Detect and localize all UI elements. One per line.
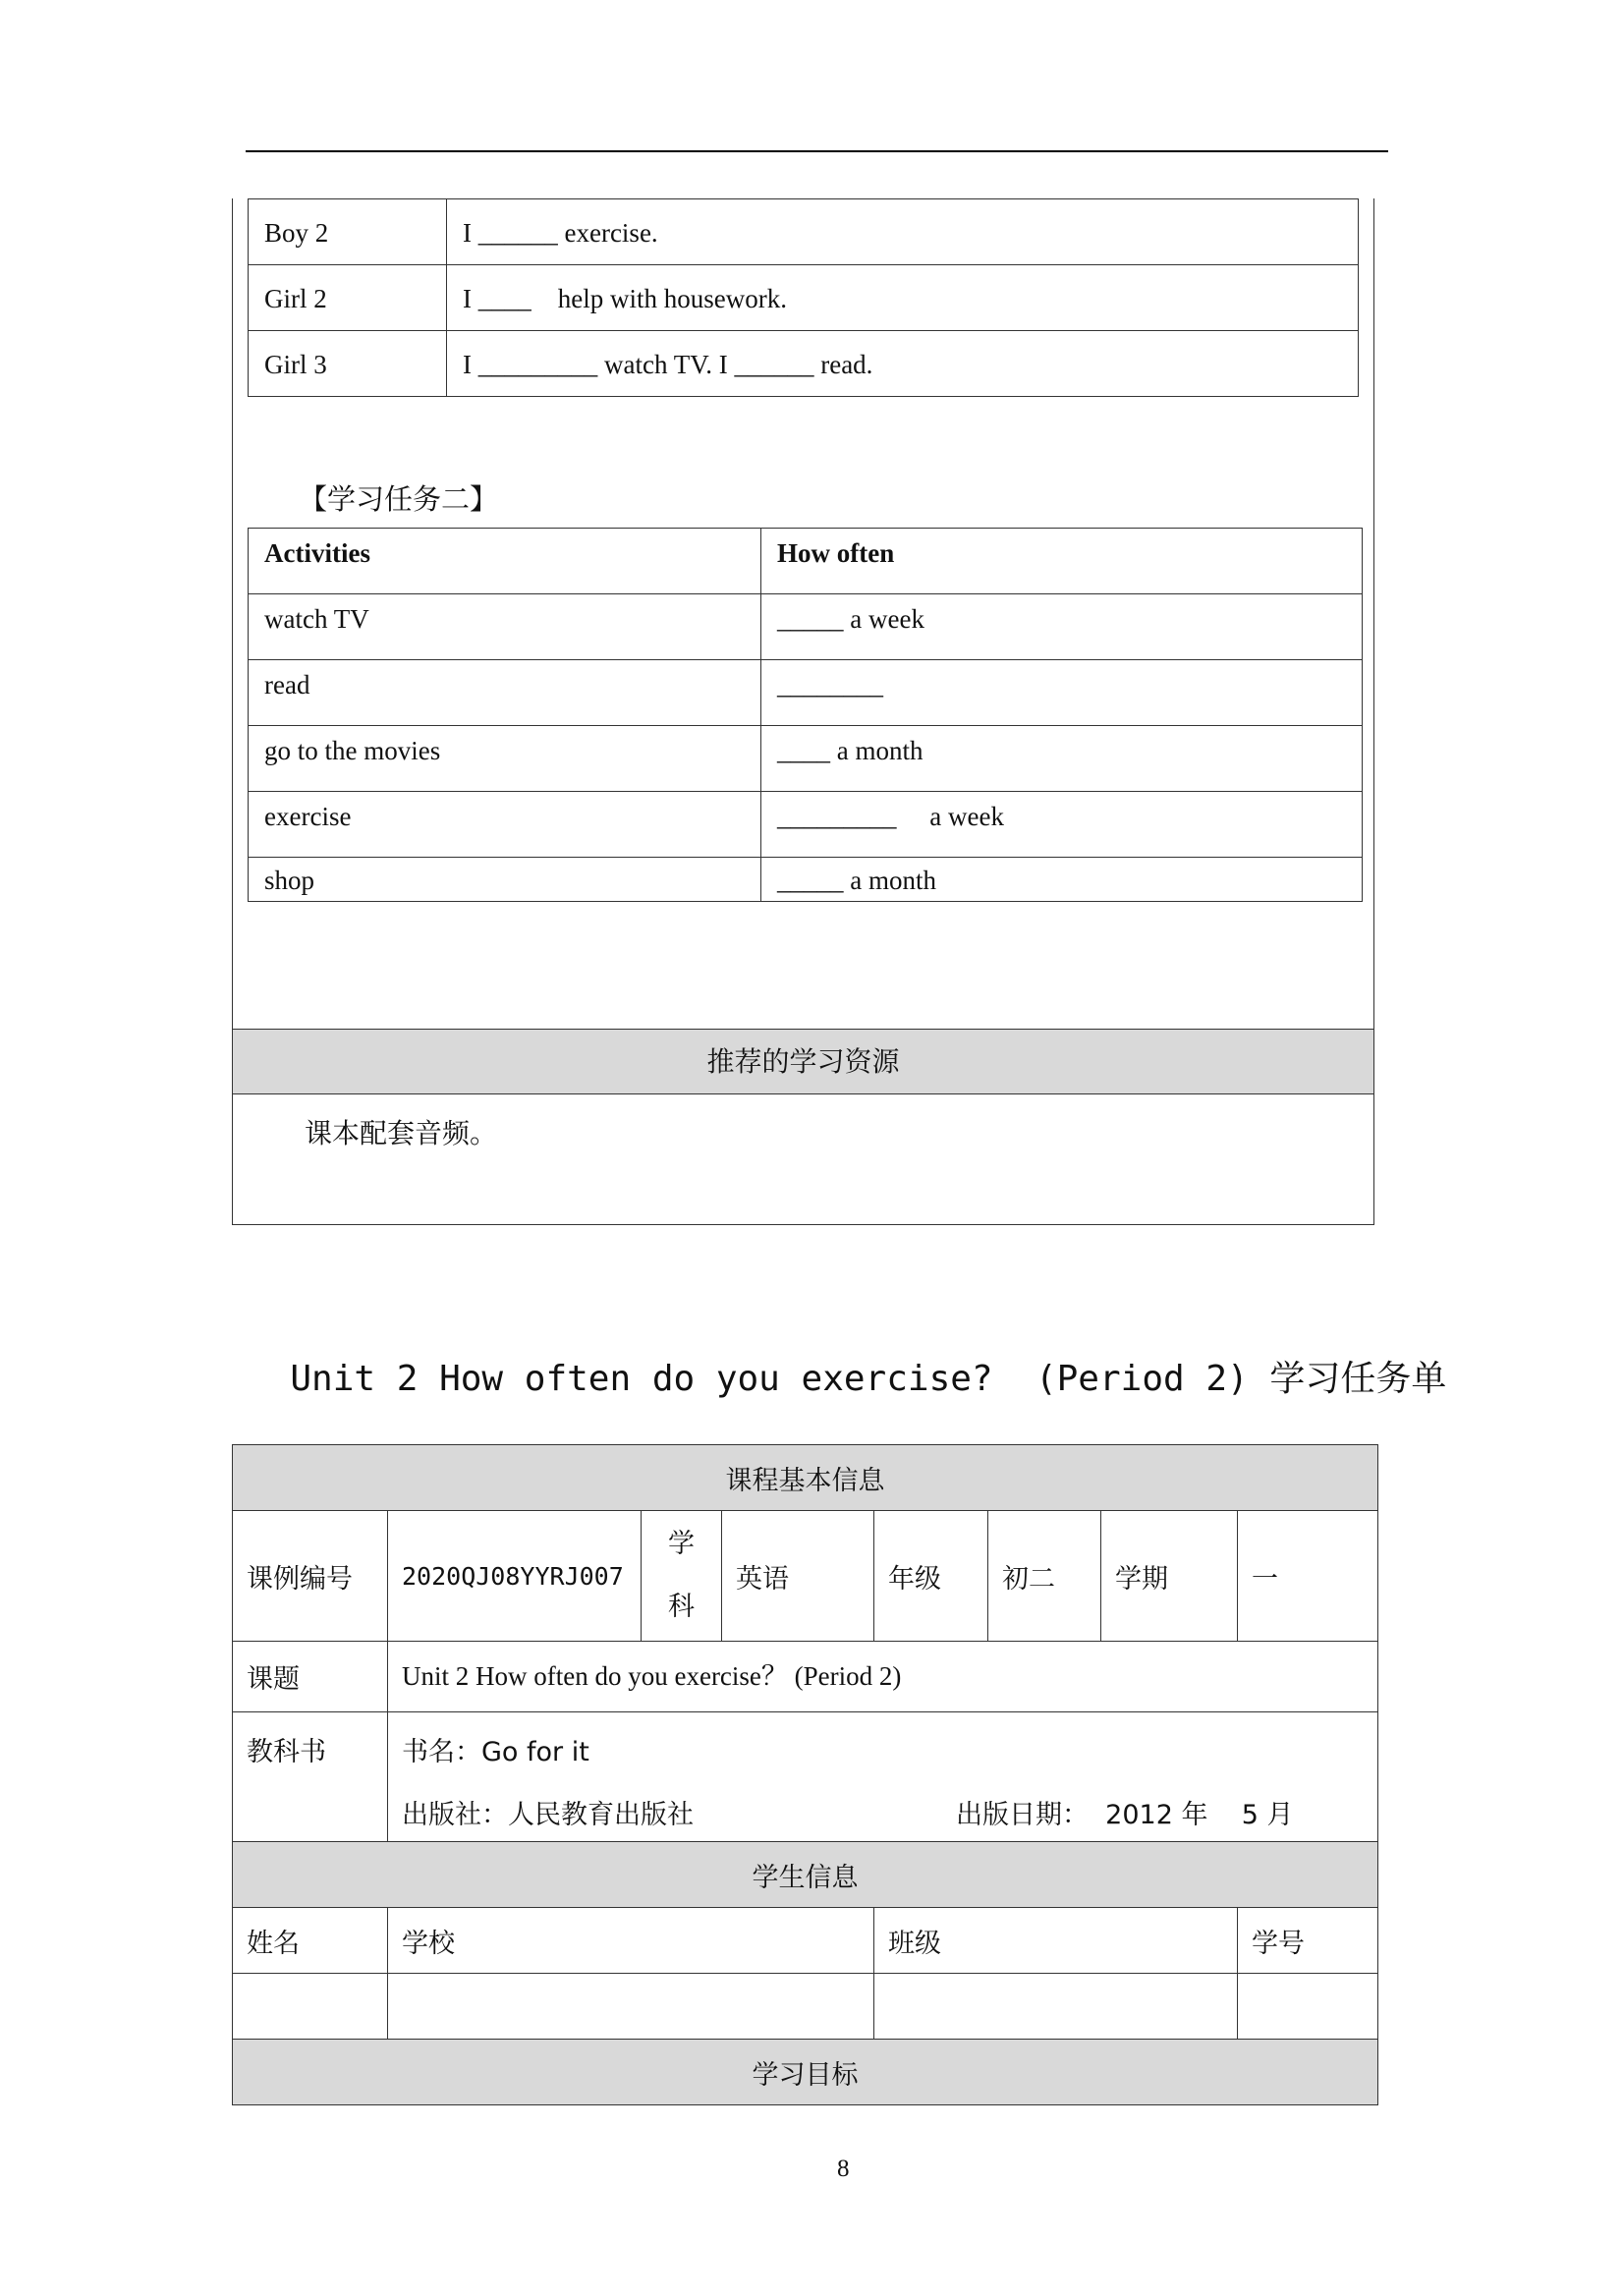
table-row bbox=[233, 1712, 1378, 1842]
how-often-cell: _____ a week bbox=[761, 594, 1363, 660]
topic-label: 课题 bbox=[233, 1642, 388, 1712]
activity-cell: exercise bbox=[249, 792, 761, 858]
pub-date: 出版日期： 2012 年 5 月 bbox=[956, 1800, 1294, 1830]
speaker-table bbox=[248, 198, 1359, 397]
speaker-cell: Girl 3 bbox=[249, 331, 447, 397]
table-row bbox=[249, 331, 1359, 397]
page-title-text: Unit 2 How often do you exercise? (Period 2) 学习任务单 bbox=[290, 1359, 1447, 1399]
resources-header bbox=[232, 1029, 1374, 1094]
grade-label: 年级 bbox=[874, 1511, 988, 1642]
term-label: 学期 bbox=[1101, 1511, 1238, 1642]
student-info-header: 学生信息 bbox=[233, 1842, 1378, 1908]
subject-label-1: 学 bbox=[668, 1529, 695, 1559]
table-row bbox=[249, 265, 1359, 331]
how-often-header: How often bbox=[761, 529, 1363, 594]
activity-cell: go to the movies bbox=[249, 726, 761, 792]
subject-label bbox=[642, 1511, 722, 1642]
table-row bbox=[249, 660, 1363, 726]
activities-table bbox=[248, 528, 1363, 902]
table-row bbox=[233, 1908, 1378, 1974]
textbook-label: 教科书 bbox=[233, 1712, 388, 1842]
speaker-cell: Boy 2 bbox=[249, 199, 447, 265]
school-input[interactable] bbox=[388, 1974, 874, 2040]
activity-cell: read bbox=[249, 660, 761, 726]
activity-cell: shop bbox=[249, 858, 761, 902]
table-row bbox=[249, 726, 1363, 792]
id-input[interactable] bbox=[1238, 1974, 1378, 2040]
book-name: 书名：Go for it bbox=[402, 1737, 589, 1767]
how-often-cell: ________ bbox=[761, 660, 1363, 726]
subject-label-2: 科 bbox=[668, 1592, 695, 1622]
table-row bbox=[233, 1642, 1378, 1712]
activities-header: Activities bbox=[249, 529, 761, 594]
class-input[interactable] bbox=[874, 1974, 1238, 2040]
name-label: 姓名 bbox=[233, 1908, 388, 1974]
topic-value: Unit 2 How often do you exercise？ (Period 2) bbox=[388, 1642, 1378, 1712]
table-row bbox=[249, 792, 1363, 858]
how-often-cell: ____ a month bbox=[761, 726, 1363, 792]
sentence-cell: I _________ watch TV. I ______ read. bbox=[447, 331, 1359, 397]
term-value: 一 bbox=[1238, 1511, 1378, 1642]
course-info-table bbox=[232, 1444, 1378, 2105]
table-row bbox=[249, 199, 1359, 265]
header-rule bbox=[246, 150, 1388, 152]
page-title bbox=[248, 1311, 1446, 1401]
table-row bbox=[249, 858, 1363, 902]
code-label: 课例编号 bbox=[233, 1511, 388, 1642]
table-row bbox=[233, 1974, 1378, 2040]
speaker-cell: Girl 2 bbox=[249, 265, 447, 331]
resources-content: 课本配套音频。 bbox=[305, 1117, 498, 1149]
name-input[interactable] bbox=[233, 1974, 388, 2040]
grade-value: 初二 bbox=[988, 1511, 1101, 1642]
goals-header: 学习目标 bbox=[233, 2040, 1378, 2105]
table-row bbox=[249, 594, 1363, 660]
class-label: 班级 bbox=[874, 1908, 1238, 1974]
task2-heading: 【学习任务二】 bbox=[299, 482, 499, 516]
activity-cell: watch TV bbox=[249, 594, 761, 660]
code-value: 2020QJ08YYRJ007 bbox=[388, 1511, 642, 1642]
course-info-header: 课程基本信息 bbox=[233, 1445, 1378, 1511]
sentence-cell: I ______ exercise. bbox=[447, 199, 1359, 265]
table-header-row bbox=[249, 529, 1363, 594]
publisher: 出版社：人民教育出版社 bbox=[402, 1800, 694, 1830]
resources-header-text: 推荐的学习资源 bbox=[706, 1045, 900, 1078]
how-often-cell: _________ a week bbox=[761, 792, 1363, 858]
sentence-cell: I ____ help with housework. bbox=[447, 265, 1359, 331]
page-number: 8 bbox=[837, 2156, 850, 2182]
school-label: 学校 bbox=[388, 1908, 874, 1974]
textbook-cell bbox=[388, 1712, 1378, 1842]
subject-value: 英语 bbox=[722, 1511, 874, 1642]
id-label: 学号 bbox=[1238, 1908, 1378, 1974]
table-row bbox=[233, 1511, 1378, 1642]
how-often-cell: _____ a month bbox=[761, 858, 1363, 902]
